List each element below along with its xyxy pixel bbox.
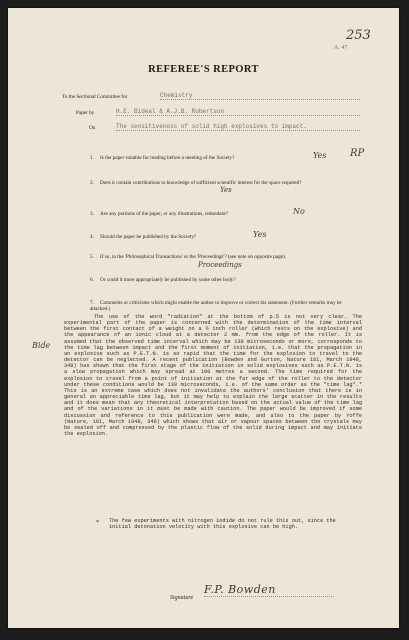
comments-body — [64, 314, 362, 437]
answer-2: Yes — [220, 186, 232, 194]
question-2: 2. Does it contain contributions to knowledge of sufficient scientific interest for the space required? — [90, 180, 302, 186]
paper-by-label: Paper by — [76, 110, 95, 116]
answer-1: Yes — [313, 151, 327, 160]
committee-label: To the Sectional Committee for — [62, 94, 128, 100]
question-3: 3. Are any portions of the paper, or any illustrations, redundant? — [90, 211, 228, 217]
corner-initials: RP — [350, 148, 365, 159]
question-5: 5. If so, in the 'Philosophical Transactions' or the 'Proceedings'? (see note on opposite page). — [90, 254, 286, 260]
reference-code: A. 47 — [334, 45, 348, 51]
comments-paragraph: The use of the word "radiation" at the bottom of p.5 is not very clear. The experimental part of the paper is concerned with the determination of the time interval between the first contact of a weight on a ½ inch roller (which rests on the explosive) and the appearance of an ionic cloud at a detector 2 mm. from the edge of the roller. It is assumed that the observed time interval which may be 130 microseconds or more, corresponds to the time lag between impact and the first moment of initiation, i.e. that the propagation in an explosive such as P.E.T.N. is so rapid that the time for the explosion to travel to the detector can be neglected. A recent publication (Bowden and Gurton, Nature 161, March 1948, 348) has shown that the first stage of the initiation in solid explosives such as P.E.T.N. is a slow propagation which may spread at 100 metres a second. The time required for the explosion to travel from a point of initiation at the far edge of the roller to the detector under these conditions would be 130 microseconds, i.e. of the same order as the "time lag".* This is an extreme case which does not invalidate the authors' conclusion that there is in general an appreciable time lag, but it may help to explain the large scatter in the results and it does mean that any theoretical interpretation based on the actual value of the time lag and of the variations in it must be made with caution. The paper would be improved if some discussion and reference to this publication were made, and also to the paper by Yoffe (Nature, 161, March 1948, 349) which shows that air or vapour spaces between the crystals may be sealed off and compressed by the plastic flow of the solid during impact and may initiate the explosion. — [64, 314, 362, 437]
answer-3: No — [293, 207, 305, 216]
committee-value: Chemistry — [160, 92, 360, 100]
page-number: 253 — [346, 28, 371, 43]
report-page — [8, 8, 399, 628]
answer-5: Proceedings — [198, 261, 242, 269]
margin-note: Bide — [32, 341, 51, 350]
question-4: 4. Should the paper be published by the Society? — [90, 234, 197, 240]
on-label: On — [89, 125, 96, 131]
question-1: 1. Is the paper suitable for reading before a meeting of the Society? — [90, 155, 235, 161]
on-value: The sensitiveness of solid high explosives to impact. — [116, 123, 360, 131]
paper-by-value: H.E. Bideal & A.J.B. Robertson — [116, 108, 360, 116]
signature-label: Signature — [170, 595, 194, 601]
question-7: 7. Comments or criticisms which might enable the author to improve or correct his statement. (Further remarks may be attached.) — [90, 300, 342, 313]
footnote-mark: * — [96, 520, 99, 526]
question-6: 6. Or could it more appropriately be published by some other body? — [90, 277, 236, 283]
answer-4: Yes — [253, 230, 267, 239]
signature-value: F.P. Bowden — [204, 583, 334, 597]
report-title: REFEREE'S REPORT — [148, 64, 259, 75]
footnote-text: The few experiments with nitrogen iodide do not rule this out, since the initial detonation velocity with this explosive can be high. — [109, 518, 336, 531]
